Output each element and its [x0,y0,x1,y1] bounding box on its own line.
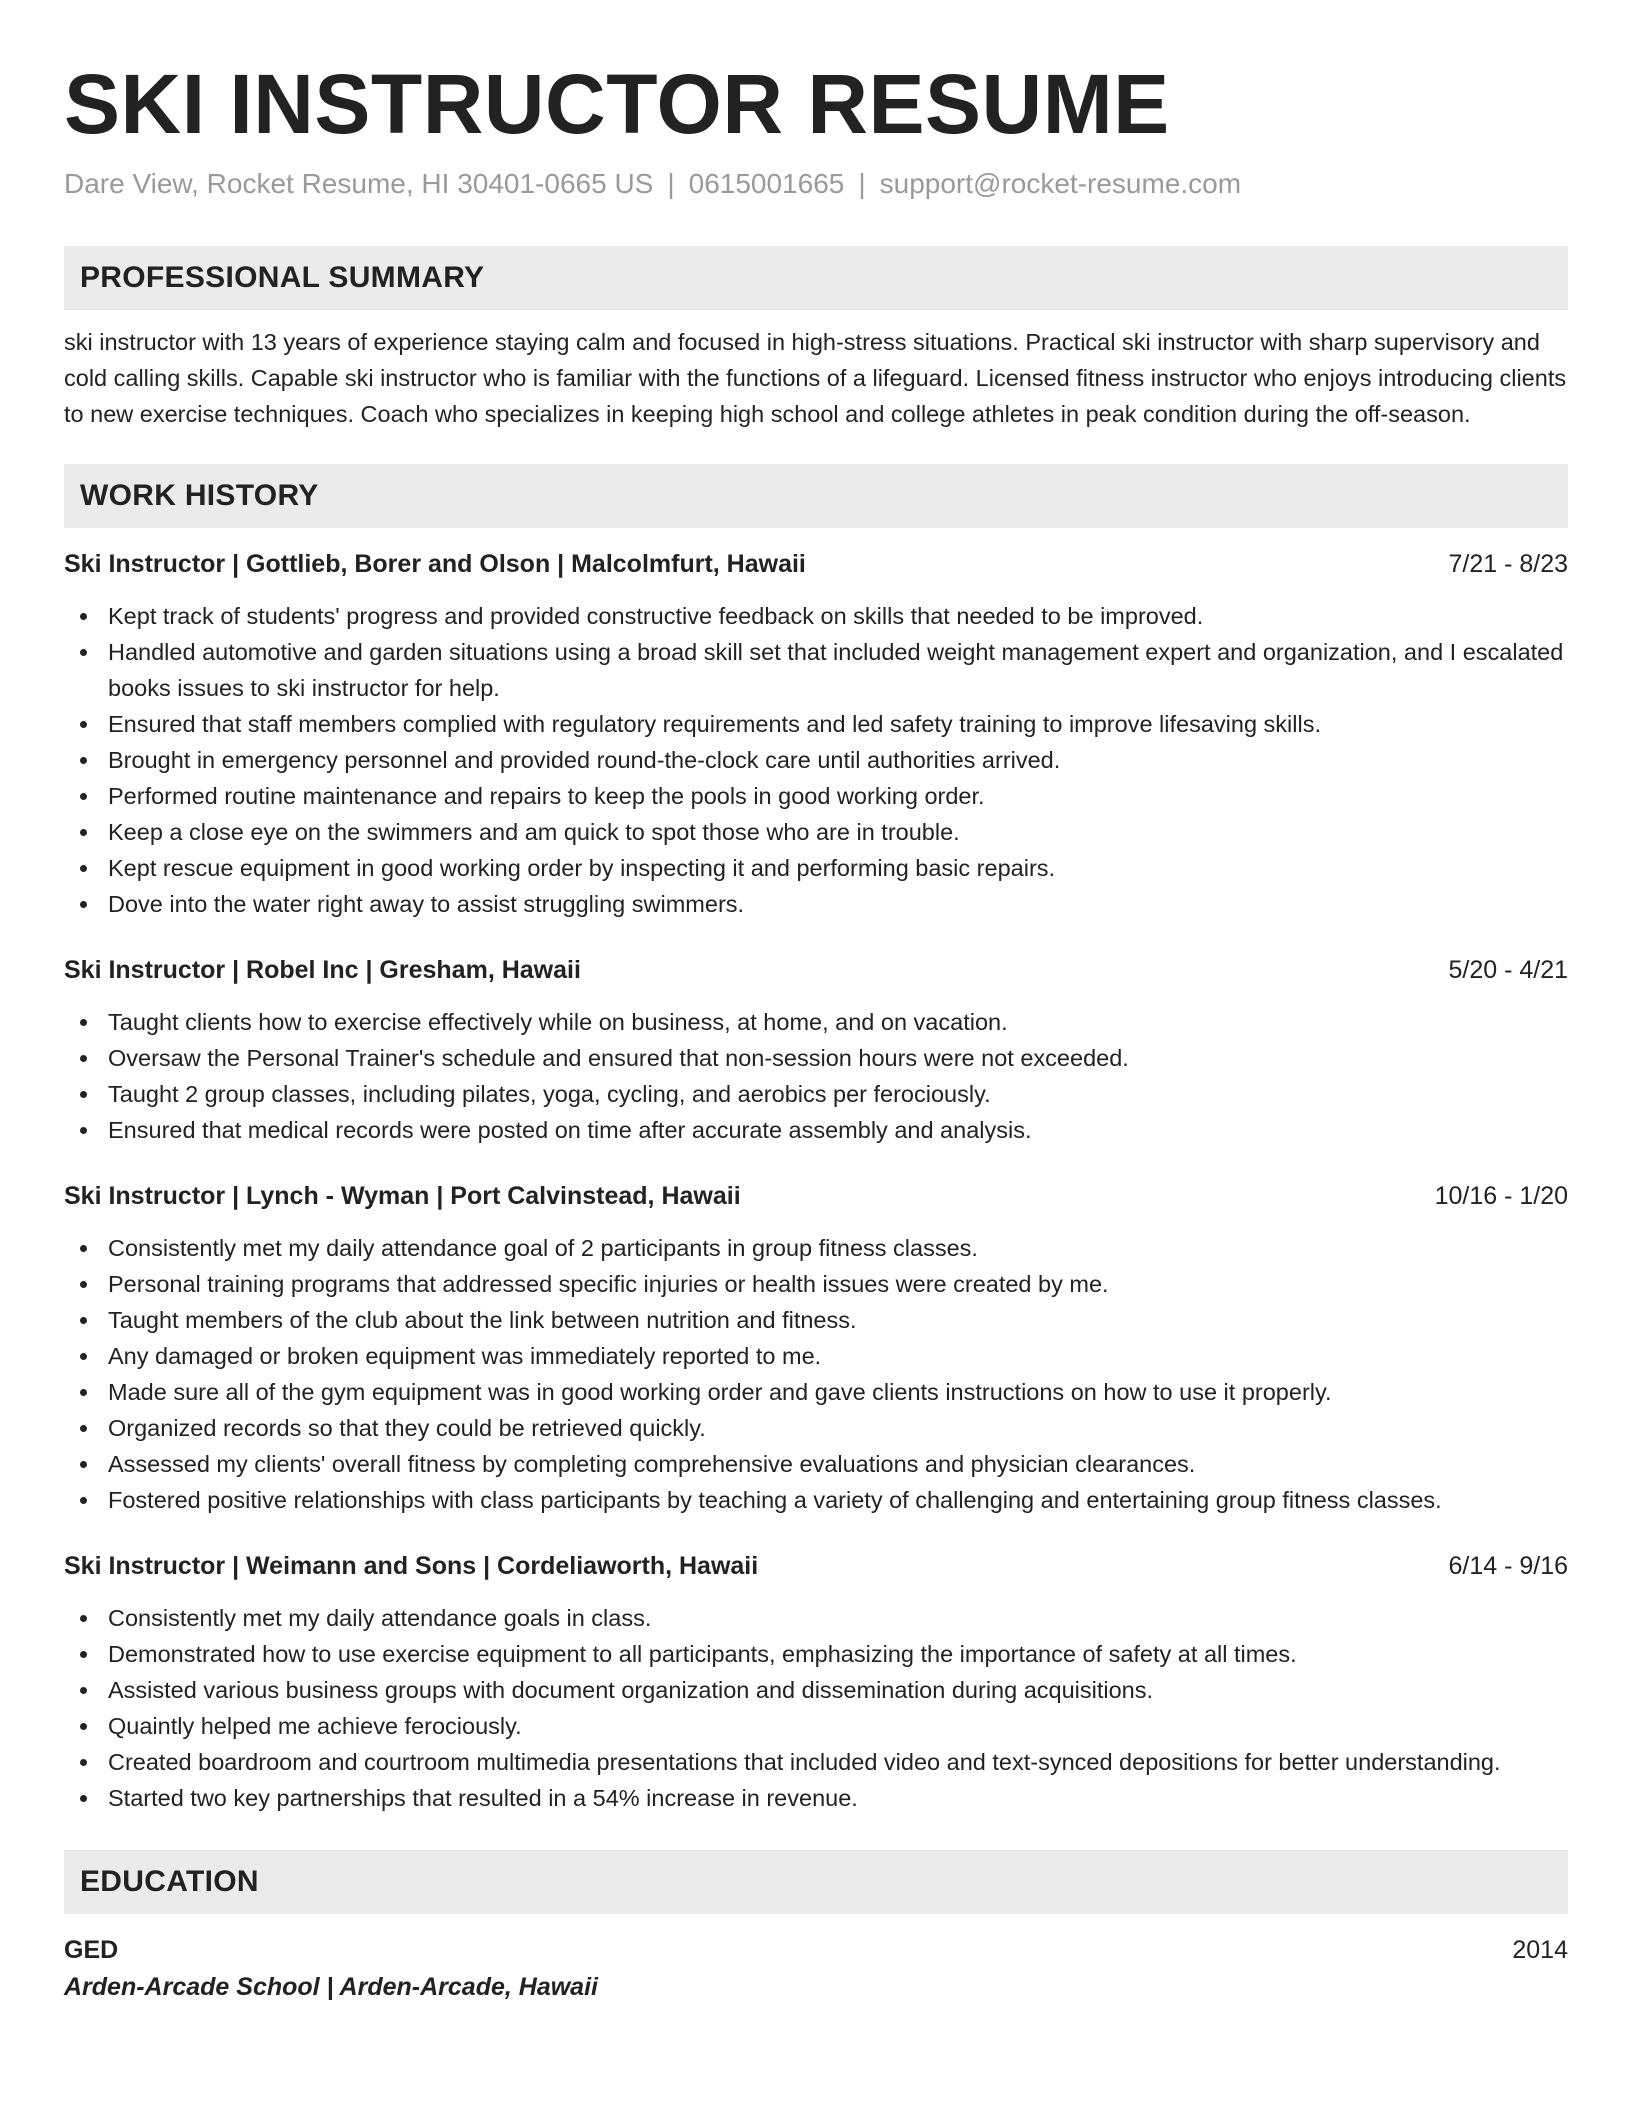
education-entry [64,1932,1568,2006]
job-header [64,1548,1568,1584]
resume-title: SKI INSTRUCTOR RESUME [64,57,1170,151]
bullet-item: Assessed my clients' overall fitness by completing comprehensive evaluations and physician clearances. [64,1446,1568,1482]
bullet-item: Taught 2 group classes, including pilates, yoga, cycling, and aerobics per ferociously. [64,1076,1568,1112]
bullet-item: Personal training programs that addressed specific injuries or health issues were created by me. [64,1266,1568,1302]
contact-phone: 0615001665 [688,168,845,199]
job-dates: 10/16 - 1/20 [1434,1182,1568,1210]
contact-separator: | [858,168,866,199]
bullet-item: Ensured that medical records were posted on time after accurate assembly and analysis. [64,1112,1568,1148]
bullet-item: Quaintly helped me achieve ferociously. [64,1708,1568,1744]
bullet-item: Demonstrated how to use exercise equipment to all participants, emphasizing the importance of safety at all times. [64,1636,1568,1672]
bullet-item: Organized records so that they could be retrieved quickly. [64,1410,1568,1446]
bullet-item: Kept rescue equipment in good working order by inspecting it and performing basic repairs. [64,850,1568,886]
job-title: Ski Instructor | Robel Inc | Gresham, Hawaii [64,956,581,984]
bullet-item: Oversaw the Personal Trainer's schedule and ensured that non-session hours were not exceeded. [64,1040,1568,1076]
job-dates: 7/21 - 8/23 [1448,550,1568,578]
job-title: Ski Instructor | Lynch - Wyman | Port Calvinstead, Hawaii [64,1182,741,1210]
contact-separator: | [667,168,675,199]
bullet-item: Kept track of students' progress and provided constructive feedback on skills that needed to be improved. [64,598,1568,634]
job-title: Ski Instructor | Gottlieb, Borer and Olson | Malcolmfurt, Hawaii [64,550,806,578]
bullet-item: Handled automotive and garden situations using a broad skill set that included weight management expert and organization, and I escalated books issues to ski instructor for help. [64,634,1568,706]
education-school: Arden-Arcade School | Arden-Arcade, Hawaii [64,1973,598,2001]
bullet-item: Any damaged or broken equipment was immediately reported to me. [64,1338,1568,1374]
job-entry [64,952,1568,1148]
bullet-item: Made sure all of the gym equipment was in good working order and gave clients instructions on how to use it properly. [64,1374,1568,1410]
education-year: 2014 [1512,1936,1568,1964]
bullet-item: Keep a close eye on the swimmers and am quick to spot those who are in trouble. [64,814,1568,850]
job-entry [64,546,1568,922]
job-bullets [64,1600,1568,1816]
job-title: Ski Instructor | Weimann and Sons | Cordeliaworth, Hawaii [64,1552,759,1580]
bullet-item: Consistently met my daily attendance goal of 2 participants in group fitness classes. [64,1230,1568,1266]
education-header [64,1932,1568,1968]
contact-email: support@rocket-resume.com [879,168,1242,199]
section-heading-work-history: WORK HISTORY [64,464,1568,528]
bullet-item: Performed routine maintenance and repairs to keep the pools in good working order. [64,778,1568,814]
contact-line [64,166,1568,202]
summary-text: ski instructor with 13 years of experience staying calm and focused in high-stress situations. Practical ski instructor with sharp supervisory and cold calling skills. Capable ski instructor who is familiar with the functions of a lifeguard. Licensed fitness instructor who enjoys introducing clients to new exercise techniques. Coach who specializes in keeping high school and college athletes in peak condition during the off-season. [64,329,1567,427]
job-header [64,952,1568,988]
bullet-item: Ensured that staff members complied with regulatory requirements and led safety training to improve lifesaving skills. [64,706,1568,742]
job-header [64,1178,1568,1214]
bullet-item: Taught clients how to exercise effectively while on business, at home, and on vacation. [64,1004,1568,1040]
job-bullets [64,1004,1568,1148]
section-heading-summary: PROFESSIONAL SUMMARY [64,246,1568,310]
job-header [64,546,1568,582]
bullet-item: Brought in emergency personnel and provided round-the-clock care until authorities arrived. [64,742,1568,778]
section-heading-education: EDUCATION [64,1850,1568,1914]
job-entry [64,1548,1568,1816]
education-degree: GED [64,1936,119,1964]
job-dates: 6/14 - 9/16 [1448,1552,1568,1580]
bullet-item: Started two key partnerships that resulted in a 54% increase in revenue. [64,1780,1568,1816]
bullet-item: Assisted various business groups with document organization and dissemination during acquisitions. [64,1672,1568,1708]
job-bullets [64,1230,1568,1518]
bullet-item: Consistently met my daily attendance goals in class. [64,1600,1568,1636]
bullet-item: Taught members of the club about the link between nutrition and fitness. [64,1302,1568,1338]
bullet-item: Fostered positive relationships with class participants by teaching a variety of challenging and entertaining group fitness classes. [64,1482,1568,1518]
job-dates: 5/20 - 4/21 [1448,956,1568,984]
bullet-item: Dove into the water right away to assist struggling swimmers. [64,886,1568,922]
bullet-item: Created boardroom and courtroom multimedia presentations that included video and text-synced depositions for better understanding. [64,1744,1568,1780]
contact-address: Dare View, Rocket Resume, HI 30401-0665 US [64,168,654,199]
job-bullets [64,598,1568,922]
job-entry [64,1178,1568,1518]
